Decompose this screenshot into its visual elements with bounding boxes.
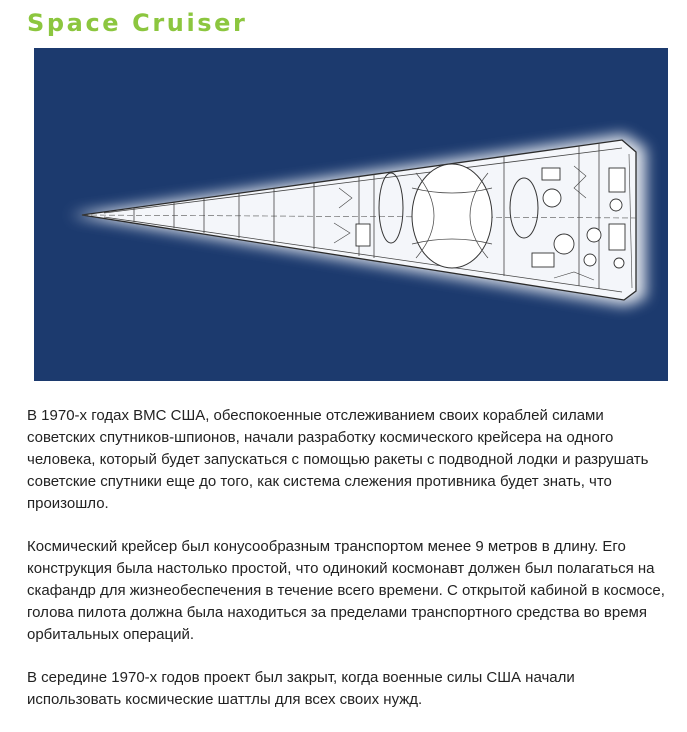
space-cruiser-illustration [34,48,668,381]
paragraph-2: Космический крейсер был конусообразным транспортом менее 9 метров в длину. Его конструкция была настолько простой, что одинокий космонавт должен был полагаться на скафандр для жизнеобеспечения в течение всего времени. С открытой кабиной в космосе, голова пилота должна была находиться за пределами транспортного средства во время орбитальных операций. [27,538,665,643]
article-title: Space Cruiser [27,9,248,37]
paragraph-3: В середине 1970-х годов проект был закрыт, когда военные силы США начали использовать космические шаттлы для всех своих нужд. [27,669,575,708]
paragraph-1: В 1970-х годах ВМС США, обеспокоенные отслеживанием своих кораблей силами советских спутников-шпионов, начали разработку космического крейсера на одного человека, который будет запускаться с помощью ракеты с подводной лодки и разрушать советские спутники еще до того, как система слежения противника будет знать, что произошло. [27,407,649,512]
fuel-tank-sphere [412,164,492,268]
article-body [27,405,677,732]
